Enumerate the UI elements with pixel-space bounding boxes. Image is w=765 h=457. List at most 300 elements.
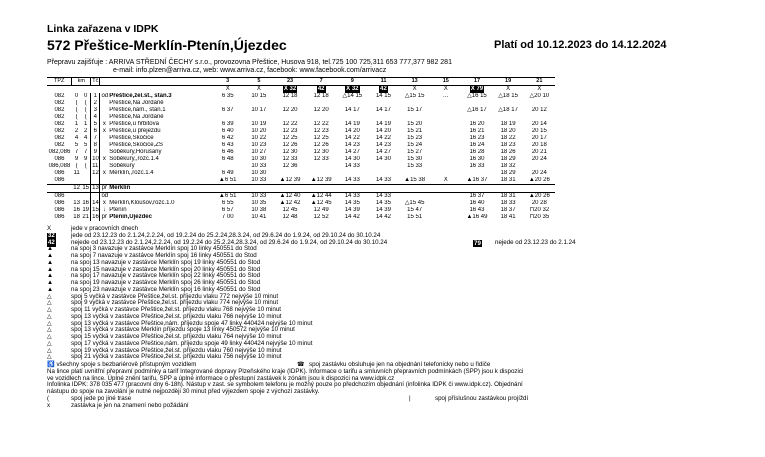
tariff-zone: 082 (54, 114, 65, 120)
departure-time: 12 25 (282, 135, 298, 141)
carrier-contact: e-mail: info.plzen@arriva.cz, web: www.arriva.cz, facebook: www.facebook.com/arrivacz (113, 67, 387, 74)
departure-time (461, 100, 492, 107)
stop-name: Soběkury,,rozc.1.4 (109, 156, 159, 162)
tariff-zone: 082 (54, 121, 65, 127)
legend-text: jede v pracovních dnech (71, 225, 139, 232)
legend-text: spoj 17 vyčká v zastávce Přeštice,nám. příjezdu spoje 49 linky 440424 nejvýše 10 minut (71, 339, 313, 347)
departure-time: △14 15 (342, 93, 363, 99)
km-second (81, 177, 90, 185)
departure-time (430, 193, 461, 201)
legend-text: spoj 5 vyčká v zastávce Přeštice,žel.st. příjezdu vlaku 772 nejvýše 10 minut (71, 292, 279, 300)
legend-symbol-label: △ (47, 333, 52, 340)
header-blank (100, 78, 212, 86)
legend-symbol-label: △ (47, 353, 52, 361)
trip-number: 21 (524, 78, 555, 86)
other-route-icon: ( (47, 394, 50, 402)
legend-symbol-label: △ (47, 292, 52, 300)
legend-symbol-label: X (47, 225, 52, 232)
legend-symbol-label: △ (47, 326, 52, 334)
idpk-note: Na lince platí uvnitřní přepravní podmínky a tarif Integrované dopravy Plzeňského kraje (IDPK). Informace o tarifu a smluvních přepravních podmínkách (SPP) jsou k dispozici (47, 367, 524, 375)
departure-time (430, 185, 461, 193)
departure-time (337, 114, 368, 121)
departure-time (430, 107, 461, 114)
operating-code-label: X (537, 86, 542, 92)
stop-number: 11 (92, 163, 99, 169)
departure-time (430, 163, 461, 170)
stop-row (47, 156, 555, 163)
stop-name: Merklín (108, 185, 212, 193)
trip-number: 23 (274, 78, 305, 86)
stop-row (47, 149, 555, 156)
departure-time (306, 163, 337, 170)
stop-type (100, 100, 108, 107)
departure-time (243, 114, 274, 121)
departure-time: 15 23 (407, 135, 423, 141)
legend-text: na spoj 15 navazuje v zastávce Merklín spoj 20 linky 450551 do Stod (71, 265, 261, 273)
stop-number (91, 177, 100, 185)
stop-row (47, 135, 555, 142)
departure-time: 20 12 (531, 107, 547, 113)
stop-name: Přeštice,Na Jordáně (109, 100, 164, 106)
departure-time (399, 100, 430, 107)
departure-time (430, 114, 461, 121)
departure-time (337, 170, 368, 177)
tariff-zone: 082 (54, 128, 65, 134)
departure-time: 7 00 (221, 214, 234, 220)
departure-time: 16 40 (469, 200, 485, 206)
stop-row (47, 163, 555, 170)
departure-time: 18 32 (500, 163, 516, 169)
tariff-zone: 086 (54, 214, 65, 220)
departure-time: 14 42 (344, 214, 360, 220)
km-first: ( (75, 114, 78, 120)
departure-time: 14 33 (368, 193, 399, 201)
departure-time: △15 15 (404, 93, 425, 99)
departure-time: 14 19 (344, 121, 360, 127)
departure-time (430, 121, 461, 128)
departure-time (524, 163, 555, 170)
km-first: 0 (74, 93, 79, 99)
departure-time (243, 185, 274, 193)
km-second: 1 (81, 121, 90, 128)
departure-time: 14 30 (375, 156, 391, 162)
departure-time (493, 114, 524, 121)
departure-time: 18 29 (500, 156, 516, 162)
departure-time: ⊓20 35 (529, 214, 550, 220)
km-first (72, 177, 81, 185)
stop-name: Merklín,Kloušov,rozc.1.0 (109, 200, 175, 206)
km-second: 16 (82, 200, 90, 206)
trip-number: 7 (306, 78, 337, 86)
departure-time: 14 39 (344, 207, 360, 213)
departure-time: 18 22 (500, 135, 516, 141)
trip-number: 5 (243, 78, 274, 86)
stop-type: od (101, 193, 109, 199)
legend-text: na spoj 7 navazuje v zastávce Merklín spoj 16 linky 450551 do Stod (71, 252, 257, 259)
departure-time: 18 37 (500, 207, 516, 213)
departure-time: 10 33 (251, 163, 267, 169)
departure-time: 18 41 (500, 214, 516, 220)
stop-type: x (102, 128, 106, 134)
stop-number: 5 (91, 121, 100, 128)
legend-text: spoj 19 vyčká v zastávce Přeštice,žel.st. příjezdu vlaku 760 nejvýše 10 minut (71, 346, 282, 354)
departure-time: 14 35 (375, 200, 391, 206)
legend-symbol-label: △ (47, 306, 52, 313)
departure-time (212, 185, 243, 193)
stop-row (47, 170, 555, 177)
departure-time (430, 149, 461, 156)
departure-time: 10 35 (251, 200, 267, 206)
km-first: 7 (74, 149, 79, 155)
departure-time (399, 114, 430, 121)
departure-time (493, 100, 524, 107)
departure-time: 12 26 (313, 142, 329, 148)
departure-time: 14 27 (375, 149, 391, 155)
stop-name: Přeštice,Na Jordáně (109, 114, 164, 120)
tariff-zone: 086 (54, 177, 65, 183)
trip-number: 9 (337, 78, 368, 86)
trip-number: 17 (461, 78, 492, 86)
stop-type: ↓ (102, 207, 106, 213)
legend-symbol-secondary: 79 (474, 239, 481, 247)
departure-time: 14 15 (375, 93, 391, 99)
departure-time (368, 100, 399, 107)
departure-time: 18 33 (500, 200, 516, 206)
departure-time: 6 49 (221, 170, 234, 176)
trip-number: 11 (368, 78, 399, 86)
departure-time: 14 39 (375, 207, 391, 213)
operating-code (337, 86, 368, 94)
km-header: km (72, 78, 91, 86)
departure-time: 15 27 (407, 149, 423, 155)
legend-symbol-label: △ (47, 339, 52, 347)
legend-text: spoj 11 vyčká v zastávce Přeštice,žel.st. příjezdu vlaku 768 nejvýše 10 minut (71, 306, 282, 313)
stop-type: př (101, 185, 108, 191)
stop-row (47, 142, 555, 149)
stop-name: Přeštice,u přejezdu (109, 128, 161, 134)
departure-time: 18 29 (500, 170, 516, 176)
departure-time: 10 33 (243, 193, 274, 201)
timetable-header (47, 78, 555, 86)
departure-time: 12 23 (282, 128, 298, 134)
operating-code-label: X (506, 86, 511, 92)
operating-code-label: X 32 (283, 86, 297, 92)
departure-time: 12 33 (282, 156, 298, 162)
departure-time: 20 17 (531, 135, 547, 141)
tariff-zone: 086 (47, 193, 72, 201)
departure-time: ▲6 51 (212, 193, 243, 201)
departure-time (274, 185, 305, 193)
departure-time: 18 31 (500, 177, 516, 183)
departure-time: 14 42 (375, 214, 391, 220)
stop-row (47, 200, 555, 207)
tariff-zone (47, 185, 72, 193)
departure-time: ▲12 44 (306, 193, 337, 201)
tariff-zone: 086 (54, 156, 65, 162)
legend-symbol-label: ▲ (47, 279, 54, 286)
departure-time: 10 19 (251, 121, 267, 127)
km-second: 7 (81, 149, 90, 156)
departure-time: 12 30 (282, 149, 298, 155)
stop-type (100, 163, 108, 170)
departure-time: 15 33 (407, 163, 423, 169)
stop-number: 8 (91, 142, 100, 149)
departure-time: 20 14 (531, 121, 547, 127)
departure-time: 6 42 (221, 135, 234, 141)
departure-time: ▲12 42 (279, 200, 301, 206)
departure-time: 16 33 (469, 163, 485, 169)
tariff-zone: 086 (54, 170, 65, 176)
legend-text: na spoj 19 navazuje v zastávce Merklín spoj 26 linky 450551 do Stod (71, 279, 261, 286)
tariff-zone: 082 (54, 107, 65, 113)
stop-name: Přeštice,Skočice,ZŠ (109, 142, 163, 148)
departure-time: 12 23 (313, 128, 329, 134)
legend-text: spoj 9 vyčká v zastávce Přeštice,žel.st. příjezdu vlaku 774 nejvýše 10 minut (71, 299, 279, 307)
departure-time: △20 10 (529, 93, 550, 99)
km-second: ( (81, 114, 90, 121)
km-second: 5 (81, 142, 90, 149)
departure-time: 6 57 (221, 207, 234, 213)
tariff-zone: 082 (54, 93, 65, 99)
stop-type: x (102, 121, 106, 127)
departure-time: 16 30 (469, 156, 485, 162)
departure-time: 15 17 (407, 107, 423, 113)
departure-time: 6 48 (221, 156, 234, 162)
legend-symbol-label: ▲ (47, 258, 54, 266)
departure-time (306, 170, 337, 177)
departure-time: 16 24 (469, 142, 485, 148)
stop-name: Ptenín (109, 207, 127, 213)
stop-number: 12 (92, 170, 99, 176)
stop-name (108, 177, 212, 185)
operating-code-label: X 32 (346, 86, 359, 92)
departure-time (524, 114, 555, 121)
legend-symbol-label: ▲ (47, 252, 54, 259)
departure-time: 16 20 (469, 121, 485, 127)
stop-name (108, 193, 212, 201)
departure-time: 12 22 (313, 121, 329, 127)
departure-time: 18 26 (500, 149, 516, 155)
departure-time: 18 20 (500, 128, 516, 134)
km-first: ( (75, 163, 78, 169)
timetable (47, 77, 555, 221)
departure-time: 12 45 (282, 207, 298, 213)
stop-row (47, 128, 555, 135)
trip-number: 15 (430, 78, 461, 86)
tpz-header: TPZ (47, 78, 72, 86)
departure-time: 6 55 (221, 200, 234, 206)
km-second: 4 (81, 135, 90, 142)
departure-time: 14 20 (344, 128, 360, 134)
km-second: ( (81, 100, 90, 107)
operating-code (524, 86, 555, 94)
departure-time (430, 207, 461, 214)
departure-time: 20 28 (531, 200, 547, 206)
departure-time: 12 22 (282, 121, 298, 127)
trip-number: 3 (212, 78, 243, 86)
departure-time (274, 170, 305, 177)
legend-text: spoj 21 vyčká v zastávce Přeštice,žel.st. příjezdu vlaku 756 nejvýše 10 minut (71, 353, 282, 361)
stop-type (100, 135, 108, 142)
km-first: 9 (74, 156, 79, 162)
stop-number: 10 (92, 156, 99, 162)
departure-time: 15 21 (407, 128, 423, 134)
departure-time: ▲16 49 (466, 214, 488, 220)
stop-number: 13 (92, 185, 99, 191)
operating-code (430, 86, 461, 94)
legend-text: na spoj 23 navazuje v zastávce Merklín spoj 16 linky 450551 do Stod (71, 285, 261, 293)
operating-code (243, 86, 274, 94)
legend-text: spoj 15 vyčká v zastávce Přeštice,žel.st. příjezdu vlaku 764 nejvýše 10 minut (71, 333, 282, 340)
departure-time (212, 100, 243, 107)
departure-time (430, 156, 461, 163)
departure-time: 15 51 (407, 214, 423, 220)
legend-text: spoj 13 vyčká v zastávce Merklín příjezdu spoje 13 linky 450572 nejvýše 10 minut (71, 326, 295, 334)
departure-time: △16 15 (467, 93, 487, 99)
departure-time: 6 35 (221, 93, 234, 99)
departure-time: 12 52 (313, 214, 329, 220)
stop-type (100, 149, 108, 156)
stop-row (47, 100, 555, 107)
departure-time: 14 35 (344, 200, 360, 206)
km-first (72, 193, 81, 201)
stop-row (47, 177, 555, 185)
departure-time (306, 100, 337, 107)
pass-through-icon: | (409, 394, 411, 402)
stop-number (91, 193, 100, 201)
km-second: ( (81, 107, 90, 114)
departure-time: 12 30 (313, 149, 329, 155)
departure-time: △15 45 (404, 200, 425, 206)
departure-time: ▲12 40 (274, 193, 305, 201)
notes (47, 362, 747, 410)
departure-time: 14 33 (344, 177, 360, 183)
departure-time (368, 170, 399, 177)
departure-time: 14 33 (344, 163, 360, 169)
tariff-zone: 082 (54, 142, 65, 148)
legend-text: na spoj 3 navazuje v zastávce Merklín spoj 10 linky 450551 do Stod (71, 245, 257, 253)
departure-time: 10 38 (251, 207, 267, 213)
tariff-zone: 086 (54, 200, 65, 206)
stop-number: 15 (92, 207, 99, 213)
departure-time: 16 28 (469, 149, 485, 155)
stop-number-header: Tč (92, 78, 99, 84)
departure-time: 16 23 (469, 135, 485, 141)
departure-time: 12 18 (282, 93, 298, 99)
km-first: ( (75, 107, 78, 113)
stop-number: 3 (91, 107, 100, 114)
departure-time: 6 43 (221, 142, 234, 148)
departure-time: 10 15 (251, 93, 267, 99)
phone-icon: ☎ (297, 361, 305, 368)
departure-time: 14 20 (375, 128, 391, 134)
departure-time: 15 30 (407, 156, 423, 162)
departure-time: 18 23 (500, 142, 516, 148)
km-first: 11 (73, 170, 80, 176)
departure-time (430, 214, 461, 221)
carrier-info (47, 59, 452, 75)
departure-time (212, 163, 243, 170)
departure-time (368, 114, 399, 121)
departure-time: 20 21 (531, 149, 547, 155)
stop-number: 16 (92, 214, 99, 220)
departure-time: X (443, 177, 448, 183)
departure-time: ▲20 26 (524, 193, 555, 201)
departure-time: 14 30 (344, 156, 360, 162)
request-stop-note: zastávka je jen na znamení nebo požádání (71, 401, 189, 409)
legend-symbol-label: △ (47, 299, 52, 307)
departure-time (430, 142, 461, 149)
operating-code (399, 86, 430, 94)
km-first: 16 (73, 207, 80, 213)
departure-time: 12 49 (313, 207, 329, 213)
legend-text-secondary: nejede od 23.12.23 do 2.1.24 (495, 238, 576, 246)
pass-through-note: spoj příslušnou zastávkou projíždí (435, 394, 529, 402)
departure-time: 6 39 (221, 121, 234, 127)
departure-time: 15 47 (407, 207, 423, 213)
km-second: 0 (81, 93, 90, 100)
legend-text: nejede od 23.12.23 do 2.1.24,2.2.24, od 19.2.24 do 25.2.24,28.3.24, od 29.6.24 do 1.9.24, od 29.10.24 do 30.10.24 (71, 238, 388, 246)
departure-time: △18 15 (498, 93, 518, 99)
tariff-zone: 086,088 (48, 163, 71, 169)
stop-number: 6 (91, 128, 100, 135)
departure-time (461, 170, 492, 177)
departure-time: 10 27 (251, 149, 267, 155)
operating-code (368, 86, 399, 94)
tariff-zone: 082 (54, 135, 65, 141)
stop-row (47, 114, 555, 121)
departure-time: 20 24 (531, 170, 547, 176)
legend-symbol-label: ▲ (47, 285, 54, 293)
stop-row (47, 193, 555, 201)
codes-blank (47, 86, 212, 94)
departure-time: 14 33 (375, 177, 391, 183)
stop-name: Přeštice,žel.st., stan.3 (109, 93, 172, 99)
legend-text: jede od 23.12.23 do 2.1.24,2.2.24, od 19.2.24 do 25.2.24,28.3.24, od 29.6.24 do 1.9.24, od 29.10.24 do 30.10.24 (71, 231, 381, 239)
tariff-zone: 082 (54, 100, 65, 106)
departure-time: 10 17 (251, 107, 267, 113)
operating-code-label: X (443, 86, 448, 92)
infolinka-note: Infolinka IDPK: 378 035 477 (pracovní dny 6-18h). Nástup v zast. se symbolem telefonu je možný pouze po předchozím objednání (infolinka IDPK či www.idpk.cz). Objednání (47, 381, 523, 389)
departure-time: 12 20 (282, 107, 298, 113)
km-first: 18 (73, 214, 80, 220)
departure-time (430, 135, 461, 142)
operating-code-label: 42 (380, 86, 387, 92)
departure-time (274, 100, 305, 107)
km-second: 15 (82, 185, 90, 191)
stop-number: 4 (91, 114, 100, 121)
operating-code-label: X 79 (470, 86, 484, 92)
departure-time: 12 25 (313, 135, 329, 141)
km-second: 2 (81, 128, 90, 135)
legend-row (47, 354, 747, 361)
stop-type (100, 114, 108, 121)
stop-row (47, 207, 555, 214)
departure-time (524, 100, 555, 107)
departure-time: ⊓20 32 (529, 207, 550, 213)
km-first: 12 (73, 185, 80, 191)
departure-time: ▲12 39 (310, 177, 332, 183)
legend-symbol (47, 354, 71, 361)
departure-time: ▲16 37 (466, 177, 488, 183)
departure-time: 14 33 (337, 193, 368, 201)
km-second: 19 (82, 207, 90, 213)
departure-time (274, 114, 305, 121)
departure-time: ▲6 51 (218, 177, 237, 183)
departure-time: 12 20 (313, 107, 329, 113)
legend-symbol-label: ▲ (47, 272, 54, 280)
km-first: 5 (74, 142, 79, 148)
